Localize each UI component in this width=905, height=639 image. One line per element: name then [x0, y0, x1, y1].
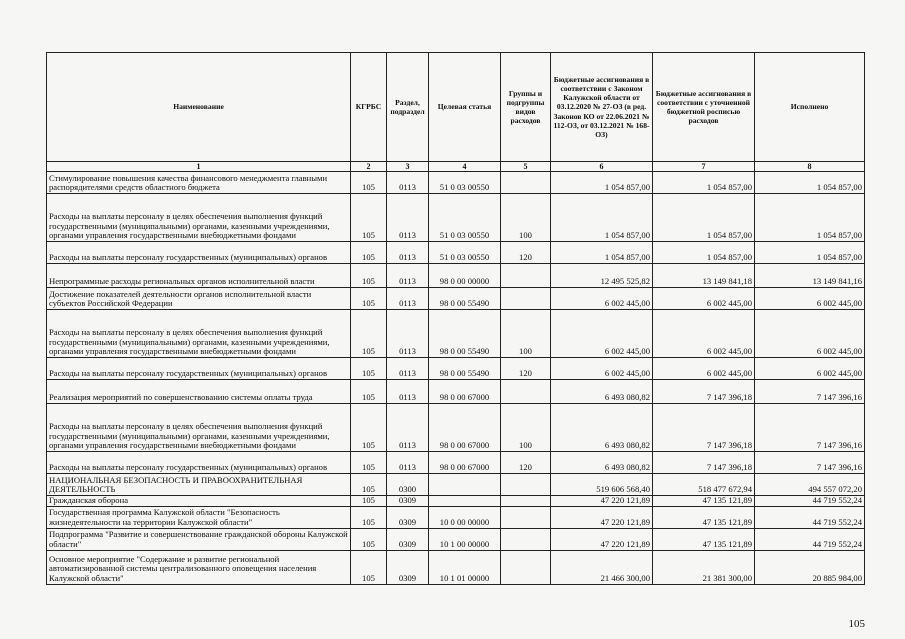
row-kgrbs: 105: [351, 172, 387, 194]
table-row: [47, 506, 865, 528]
column-number: 3: [387, 162, 429, 172]
row-refined-amount: 6 002 445,00: [653, 358, 755, 380]
column-number: 8: [755, 162, 865, 172]
row-section: 0113: [387, 380, 429, 404]
row-name: Расходы на выплаты персоналу в целях обеспечения выполнения функций государственными (муниципальными) органами, казенными учреждениями, органами управления государственными внебюджетными фондами: [47, 404, 351, 452]
table-row: [47, 404, 865, 452]
row-kgrbs: 105: [351, 452, 387, 474]
column-number: 4: [429, 162, 501, 172]
table-body: [47, 172, 865, 585]
row-expense-group: 100: [501, 194, 551, 242]
row-executed-amount: 13 149 841,16: [755, 264, 865, 288]
row-executed-amount: 6 002 445,00: [755, 288, 865, 310]
row-law-amount: 6 493 080,82: [551, 404, 653, 452]
row-expense-group: 100: [501, 404, 551, 452]
row-section: 0309: [387, 528, 429, 550]
row-refined-amount: 47 135 121,89: [653, 528, 755, 550]
row-target-article: 10 0 00 00000: [429, 506, 501, 528]
row-refined-amount: 6 002 445,00: [653, 288, 755, 310]
row-section: 0113: [387, 452, 429, 474]
row-expense-group: [501, 172, 551, 194]
row-executed-amount: 6 002 445,00: [755, 358, 865, 380]
row-kgrbs: 105: [351, 528, 387, 550]
row-expense-group: 120: [501, 242, 551, 264]
row-name: Расходы на выплаты персоналу государственных (муниципальных) органов: [47, 358, 351, 380]
table-row: [47, 452, 865, 474]
row-executed-amount: 7 147 396,16: [755, 404, 865, 452]
header-cell: Бюджетные ассигнования в соответствии с уточненной бюджетной росписью расходов: [653, 53, 755, 162]
row-executed-amount: 494 557 072,20: [755, 474, 865, 496]
header-cell: Раздел, подраздел: [387, 53, 429, 162]
row-name: Государственная программа Калужской области "Безопасность жизнедеятельности на территории Калужской области": [47, 506, 351, 528]
row-section: 0113: [387, 194, 429, 242]
row-name: Реализация мероприятий по совершенствованию системы оплаты труда: [47, 380, 351, 404]
table-header-row: [47, 53, 865, 162]
row-law-amount: 47 220 121,89: [551, 528, 653, 550]
row-expense-group: [501, 506, 551, 528]
header-cell: Исполнено: [755, 53, 865, 162]
row-kgrbs: 105: [351, 194, 387, 242]
row-kgrbs: 105: [351, 550, 387, 584]
row-section: 0113: [387, 310, 429, 358]
row-name: Основное мероприятие "Содержание и развитие региональной автоматизированной системы централизованного оповещения населения Калужской области": [47, 550, 351, 584]
row-law-amount: 519 606 568,40: [551, 474, 653, 496]
table-row: [47, 242, 865, 264]
row-target-article: 10 1 01 00000: [429, 550, 501, 584]
row-expense-group: [501, 288, 551, 310]
row-target-article: 98 0 00 67000: [429, 380, 501, 404]
row-law-amount: 21 466 300,00: [551, 550, 653, 584]
row-expense-group: [501, 264, 551, 288]
row-section: 0113: [387, 404, 429, 452]
row-kgrbs: 105: [351, 310, 387, 358]
row-target-article: 51 0 03 00550: [429, 172, 501, 194]
row-refined-amount: 6 002 445,00: [653, 310, 755, 358]
table-row: [47, 380, 865, 404]
row-target-article: 98 0 00 55490: [429, 288, 501, 310]
table-row: [47, 528, 865, 550]
column-number: 5: [501, 162, 551, 172]
row-kgrbs: 105: [351, 506, 387, 528]
row-kgrbs: 105: [351, 474, 387, 496]
row-expense-group: 120: [501, 452, 551, 474]
row-expense-group: 100: [501, 310, 551, 358]
row-refined-amount: 1 054 857,00: [653, 194, 755, 242]
row-law-amount: 6 002 445,00: [551, 288, 653, 310]
row-target-article: 51 0 03 00550: [429, 242, 501, 264]
row-name: Гражданская оборона: [47, 496, 351, 507]
budget-table: [46, 52, 865, 585]
row-refined-amount: 518 477 672,94: [653, 474, 755, 496]
row-law-amount: 47 220 121,89: [551, 506, 653, 528]
page-number: 105: [848, 618, 865, 630]
row-expense-group: [501, 550, 551, 584]
row-refined-amount: 1 054 857,00: [653, 172, 755, 194]
row-law-amount: 6 002 445,00: [551, 358, 653, 380]
row-expense-group: [501, 528, 551, 550]
row-executed-amount: 7 147 396,16: [755, 380, 865, 404]
table-row: [47, 550, 865, 584]
table-row: [47, 194, 865, 242]
table-row: [47, 264, 865, 288]
row-section: 0309: [387, 496, 429, 507]
row-law-amount: 47 220 121,89: [551, 496, 653, 507]
row-section: 0113: [387, 264, 429, 288]
row-name: Достижение показателей деятельности органов исполнительной власти субъектов Российской Федерации: [47, 288, 351, 310]
row-refined-amount: 13 149 841,18: [653, 264, 755, 288]
table-row: [47, 310, 865, 358]
column-number-row: [47, 162, 865, 172]
row-executed-amount: 44 719 552,24: [755, 496, 865, 507]
row-expense-group: [501, 496, 551, 507]
header-cell: Группы и подгруппы видов расходов: [501, 53, 551, 162]
row-refined-amount: 21 381 300,00: [653, 550, 755, 584]
row-executed-amount: 44 719 552,24: [755, 528, 865, 550]
row-target-article: [429, 496, 501, 507]
row-kgrbs: 105: [351, 496, 387, 507]
row-executed-amount: 1 054 857,00: [755, 242, 865, 264]
row-law-amount: 6 493 080,82: [551, 452, 653, 474]
column-number: 6: [551, 162, 653, 172]
row-name: Подпрограмма "Развитие и совершенствование гражданской обороны Калужской области": [47, 528, 351, 550]
row-refined-amount: 7 147 396,18: [653, 404, 755, 452]
row-expense-group: [501, 380, 551, 404]
row-target-article: 98 0 00 67000: [429, 452, 501, 474]
row-law-amount: 6 002 445,00: [551, 310, 653, 358]
row-section: 0113: [387, 288, 429, 310]
row-name: НАЦИОНАЛЬНАЯ БЕЗОПАСНОСТЬ И ПРАВООХРАНИТЕЛЬНАЯ ДЕЯТЕЛЬНОСТЬ: [47, 474, 351, 496]
row-law-amount: 1 054 857,00: [551, 242, 653, 264]
row-executed-amount: 1 054 857,00: [755, 194, 865, 242]
row-kgrbs: 105: [351, 358, 387, 380]
row-target-article: 98 0 00 00000: [429, 264, 501, 288]
row-refined-amount: 7 147 396,18: [653, 380, 755, 404]
row-name: Расходы на выплаты персоналу государственных (муниципальных) органов: [47, 242, 351, 264]
row-target-article: [429, 474, 501, 496]
row-kgrbs: 105: [351, 264, 387, 288]
header-cell: Целевая статья: [429, 53, 501, 162]
row-kgrbs: 105: [351, 242, 387, 264]
row-kgrbs: 105: [351, 288, 387, 310]
row-name: Расходы на выплаты персоналу в целях обеспечения выполнения функций государственными (муниципальными) органами, казенными учреждениями, органами управления государственными внебюджетными фондами: [47, 194, 351, 242]
row-section: 0113: [387, 172, 429, 194]
row-executed-amount: 6 002 445,00: [755, 310, 865, 358]
table-row: [47, 496, 865, 507]
row-law-amount: 1 054 857,00: [551, 194, 653, 242]
table-row: [47, 474, 865, 496]
column-number: 1: [47, 162, 351, 172]
row-kgrbs: 105: [351, 404, 387, 452]
row-target-article: 51 0 03 00550: [429, 194, 501, 242]
table-row: [47, 288, 865, 310]
header-cell: Бюджетные ассигнования в соответствии с Законом Калужской области от 03.12.2020 № 27-ОЗ (в ред. Законов КО от 22.06.2021 № 112-ОЗ, от 03.12.2021 № 168-ОЗ): [551, 53, 653, 162]
table-row: [47, 172, 865, 194]
row-executed-amount: 1 054 857,00: [755, 172, 865, 194]
row-kgrbs: 105: [351, 380, 387, 404]
row-refined-amount: 47 135 121,89: [653, 506, 755, 528]
row-expense-group: [501, 474, 551, 496]
row-executed-amount: 44 719 552,24: [755, 506, 865, 528]
row-name: Расходы на выплаты персоналу государственных (муниципальных) органов: [47, 452, 351, 474]
row-name: Непрограммные расходы региональных органов исполнительной власти: [47, 264, 351, 288]
header-cell: КГРБС: [351, 53, 387, 162]
row-section: 0113: [387, 242, 429, 264]
row-section: 0113: [387, 358, 429, 380]
row-law-amount: 12 495 525,82: [551, 264, 653, 288]
row-refined-amount: 1 054 857,00: [653, 242, 755, 264]
row-target-article: 98 0 00 55490: [429, 358, 501, 380]
header-cell: Наименование: [47, 53, 351, 162]
row-name: Стимулирование повышения качества финансового менеджмента главными распорядителями средств областного бюджета: [47, 172, 351, 194]
table-row: [47, 358, 865, 380]
row-executed-amount: 20 885 984,00: [755, 550, 865, 584]
row-law-amount: 6 493 080,82: [551, 380, 653, 404]
row-section: 0309: [387, 550, 429, 584]
row-refined-amount: 47 135 121,89: [653, 496, 755, 507]
row-section: 0309: [387, 506, 429, 528]
row-executed-amount: 7 147 396,16: [755, 452, 865, 474]
row-target-article: 10 1 00 00000: [429, 528, 501, 550]
row-refined-amount: 7 147 396,18: [653, 452, 755, 474]
row-target-article: 98 0 00 55490: [429, 310, 501, 358]
row-law-amount: 1 054 857,00: [551, 172, 653, 194]
column-number: 7: [653, 162, 755, 172]
row-expense-group: 120: [501, 358, 551, 380]
row-target-article: 98 0 00 67000: [429, 404, 501, 452]
row-section: 0300: [387, 474, 429, 496]
column-number: 2: [351, 162, 387, 172]
row-name: Расходы на выплаты персоналу в целях обеспечения выполнения функций государственными (муниципальными) органами, казенными учреждениями, органами управления государственными внебюджетными фондами: [47, 310, 351, 358]
